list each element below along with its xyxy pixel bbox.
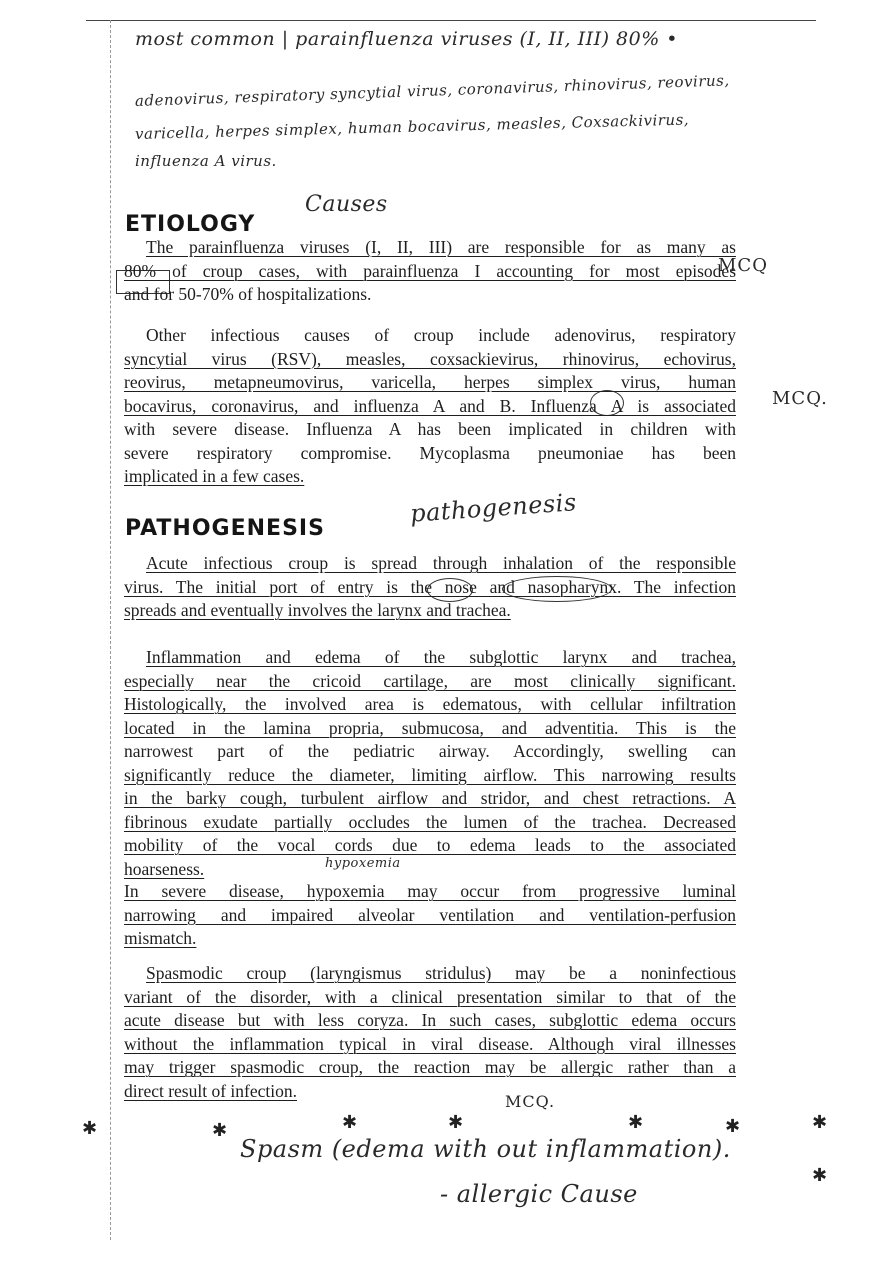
handwritten-mcq-1: MCQ [718,255,768,276]
pathogenesis-paragraph-4 [124,962,736,1103]
text-line: hoarseness. [124,858,205,879]
heading-pathogenesis: PATHOGENESIS [125,516,325,541]
text-line: without the inflammation typical in viral disease. Although viral illnesses [124,1033,736,1054]
text-line: with severe disease. Influenza A has been implicated in children with [124,419,736,439]
handwritten-causes: Causes [305,192,388,217]
text-line: spreads and eventually involves the larynx and trachea. [124,600,511,620]
text-line: especially near the cricoid cartilage, are most clinically significant. [124,670,736,691]
text-line: mobility of the vocal cords due to edema leads to the associated [124,835,736,855]
etiology-paragraph-2 [124,324,736,489]
ink-blot-icon: ✱ [82,1118,98,1139]
ink-blot-icon: ✱ [212,1120,228,1141]
text-line: Spasmodic croup (laryngismus stridulus) may be a noninfectious [146,963,736,983]
handwritten-mcq-3: MCQ. [505,1092,556,1111]
ink-blot-icon: ✱ [342,1112,358,1133]
text-line: In severe disease, hypoxemia may occur from progressive luminal [124,881,736,901]
text-line: Histologically, the involved area is edematous, with cellular infiltration [124,694,736,714]
ink-blot-icon: ✱ [812,1112,828,1133]
text-line: in the barky cough, turbulent airflow and stridor, and chest retractions. A [124,788,736,808]
text-line: located in the lamina propria, submucosa, and adventitia. This is the [124,717,736,738]
handwritten-mcq-2: MCQ. [772,388,828,409]
text-line: Inflammation and edema of the subglottic larynx and trachea, [146,647,736,667]
text-line: may trigger spasmodic croup, the reaction may be allergic rather than a [124,1057,736,1077]
text-line: narrowest part of the pediatric airway. Accordingly, swelling can [124,741,736,761]
text-line: and for 50-70% of hospitalizations. [124,284,372,304]
ink-blot-icon: ✱ [725,1116,741,1137]
ink-blot-icon: ✱ [628,1112,644,1133]
text-line: direct result of infection. [124,1080,297,1101]
handwritten-pathogenesis: pathogenesis [409,488,578,528]
text-line: acute disease but with less coryza. In such cases, subglottic edema occurs [124,1010,736,1030]
ink-blot-icon: ✱ [448,1112,464,1133]
text-line: severe respiratory compromise. Mycoplasma pneumoniae has been [124,442,736,463]
text-line: significantly reduce the diameter, limiting airflow. This narrowing results [124,764,736,785]
text-line: variant of the disorder, with a clinical presentation similar to that of the [124,986,736,1007]
handwritten-hypoxemia: hypoxemia [325,856,401,871]
pathogenesis-paragraph-2 [124,646,736,881]
text-line: narrowing and impaired alveolar ventilation and ventilation-perfusion [124,904,736,925]
text-line: The parainfluenza viruses (I, II, III) are responsible for as many as [146,237,736,257]
handwritten-note-line-2: adenovirus, respiratory syncytial virus, coronavirus, rhinovirus, reovirus, [134,71,730,110]
text-line: fibrinous exudate partially occludes the lumen of the trachea. Decreased [124,811,736,832]
page-left-edge [110,20,111,1240]
handwritten-note-line-1: most common | parainfluenza viruses (I, II, III) 80% • [135,28,679,50]
text-line: syncytial virus (RSV), measles, coxsackievirus, rhinovirus, echovirus, [124,348,736,369]
text-line: bocavirus, coronavirus, and influenza A and B. Influenza A is associated [124,395,736,416]
handwritten-spasm-note: Spasm (edema with out inflammation). [240,1135,731,1163]
text-line: reovirus, metapneumovirus, varicella, herpes simplex virus, human [124,372,736,392]
handwritten-note-line-3: varicella, herpes simplex, human bocavirus, measles, Coxsackivirus, [134,110,690,143]
text-line: 80% of croup cases, with parainfluenza I accounting for most episodes [124,260,736,281]
text-line: Acute infectious croup is spread through inhalation of the responsible [146,553,736,573]
text-line: Other infectious causes of croup include adenovirus, respiratory [146,325,736,345]
page-top-edge [86,20,816,21]
etiology-paragraph-1 [124,236,736,307]
text-line: virus. The initial port of entry is the nose and nasopharynx. The infection [124,576,736,597]
handwritten-note-line-4: influenza A virus. [135,152,277,170]
text-line: mismatch. [124,928,197,948]
text-line: implicated in a few cases. [124,466,305,486]
ink-blot-icon: ✱ [812,1165,828,1186]
pathogenesis-paragraph-3 [124,880,736,951]
handwritten-allergic-note: - allergic Cause [440,1180,638,1208]
pathogenesis-paragraph-1 [124,552,736,623]
heading-etiology: ETIOLOGY [125,212,256,237]
